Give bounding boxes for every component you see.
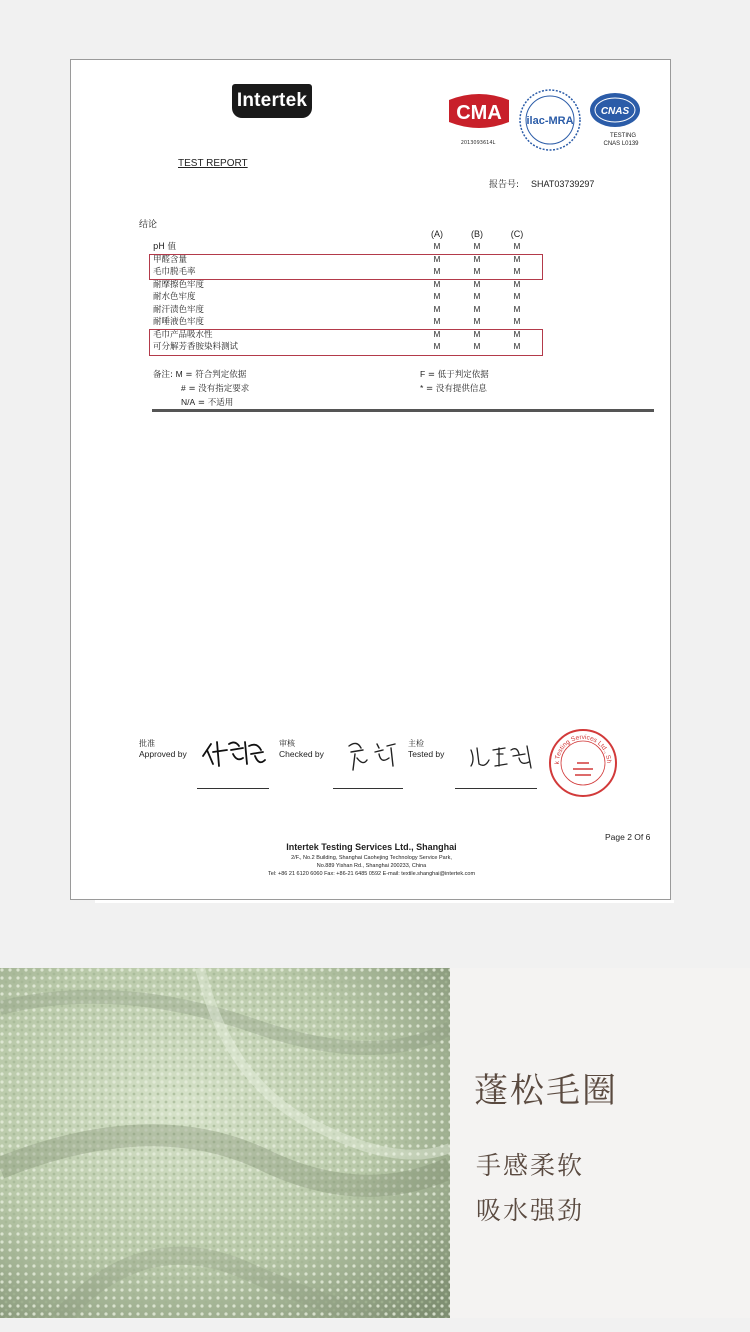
checker-line — [333, 788, 403, 789]
row-label: 耐唾液色牢度 — [153, 317, 205, 327]
row-value-b: M — [473, 304, 481, 314]
table-row — [153, 279, 553, 292]
row-label: 耐汗渍色牢度 — [153, 304, 205, 315]
legend-star: * = 没有提供信息 — [420, 383, 487, 394]
table-row — [153, 291, 553, 304]
page-number: Page 2 Of 6 — [605, 832, 651, 842]
row-label: 甲醛含量 — [153, 254, 188, 265]
promo-feature-absorbency: 吸水强劲 — [476, 1196, 585, 1225]
row-value-b: M — [473, 267, 481, 276]
test-report-document — [70, 59, 671, 900]
approved-by: 批准 Approved by — [139, 739, 187, 759]
row-value-b: M — [473, 279, 481, 289]
legend-hash: # = 没有指定要求 — [181, 383, 250, 394]
svg-text:Intertek Testing Services Ltd.: k Testing Services Ltd., Sh — [553, 733, 613, 765]
svg-text:CNAS L0139: CNAS L0139 — [603, 141, 639, 147]
tested-by: 主检 Tested by — [408, 739, 445, 759]
row-value-b: M — [473, 292, 481, 301]
promo-title: 蓬松毛圈 — [474, 1071, 618, 1111]
column-header-a: (A) — [431, 229, 443, 239]
approver-line — [197, 788, 269, 789]
report-heading: TEST REPORT — [178, 158, 248, 169]
cma-cert-logo — [445, 92, 513, 130]
report-number-label: 报告号: — [489, 180, 520, 190]
svg-text:ilac-MRA: ilac-MRA — [526, 115, 574, 127]
row-value-c: M — [513, 254, 521, 264]
intertek-logo: Intertek — [232, 84, 312, 118]
checked-by: 审核 Checked by — [279, 739, 324, 759]
svg-text:CMA: CMA — [456, 102, 502, 124]
row-value-a: M — [433, 267, 441, 276]
svg-text:TESTING: TESTING — [609, 133, 637, 139]
footer-address-1: 2/F., No.2 Building, Shanghai Caohejing Technology Service Park, — [291, 855, 452, 861]
company-seal — [547, 727, 619, 799]
ilac-mra-logo — [518, 88, 582, 152]
row-value-b: M — [473, 254, 481, 264]
row-value-b: M — [473, 342, 481, 351]
tester-signature — [467, 742, 539, 772]
row-value-c: M — [513, 242, 521, 251]
towel-closeup-image — [0, 968, 450, 1318]
section-divider — [152, 409, 654, 412]
cnas-logo — [587, 90, 643, 150]
row-value-c: M — [513, 279, 521, 289]
column-header-c: (C) — [510, 229, 524, 239]
report-number-value: SHAT03739297 — [531, 179, 595, 189]
row-value-b: M — [473, 242, 481, 251]
row-value-b: M — [473, 329, 481, 339]
row-label: 毛巾脱毛率 — [153, 267, 196, 277]
legend-left — [153, 368, 249, 410]
row-value-a: M — [433, 242, 441, 251]
row-value-a: M — [433, 342, 441, 351]
legend-m: 备注: M = 符合判定依据 — [153, 369, 247, 380]
tester-line — [455, 788, 537, 789]
row-value-c: M — [513, 292, 521, 301]
row-value-a: M — [433, 329, 441, 339]
column-header-b: (B) — [471, 229, 483, 239]
legend-right — [420, 368, 489, 396]
row-value-a: M — [433, 292, 441, 301]
row-label: 可分解芳香胺染料测试 — [153, 342, 239, 352]
approver-signature — [199, 736, 269, 770]
promo-feature-softness: 手感柔软 — [476, 1151, 585, 1180]
conclusion-label: 结论 — [139, 220, 158, 230]
cert-number: 2013093614L — [460, 140, 496, 146]
row-value-c: M — [513, 329, 521, 339]
footer-address-2: No.889 Yishan Rd., Shanghai 200233, China — [316, 863, 427, 869]
table-row — [153, 304, 553, 317]
row-value-c: M — [513, 317, 521, 326]
table-row — [153, 316, 553, 329]
row-value-b: M — [473, 317, 481, 326]
table-row — [153, 241, 553, 254]
footer-company: Intertek Testing Services Ltd., Shanghai — [286, 842, 457, 852]
report-number — [489, 177, 594, 190]
footer-contact: Tel: +86 21 6120 6060 Fax: +86-21 6485 0592 E-mail: textile.shanghai@intertek.com — [267, 871, 476, 877]
row-value-c: M — [513, 267, 521, 276]
row-value-a: M — [433, 304, 441, 314]
row-value-c: M — [513, 304, 521, 314]
legend-f: F = 低于判定依据 — [420, 369, 489, 380]
row-label: 耐水色牢度 — [153, 292, 196, 302]
legend-na: N/A = 不适用 — [181, 397, 234, 408]
row-value-a: M — [433, 317, 441, 326]
row-label: 毛巾产品吸水性 — [153, 329, 213, 340]
towel-feature-section — [0, 968, 750, 1318]
row-value-c: M — [513, 342, 521, 351]
row-value-a: M — [433, 279, 441, 289]
svg-text:CNAS: CNAS — [600, 106, 630, 117]
highlight-box-formaldehyde-lint — [149, 254, 543, 280]
highlight-box-absorbency-amine — [149, 329, 543, 356]
row-label: pH 值 — [153, 242, 176, 252]
row-value-a: M — [433, 254, 441, 264]
row-label: 耐摩擦色牢度 — [153, 279, 205, 290]
checker-signature — [343, 736, 403, 776]
